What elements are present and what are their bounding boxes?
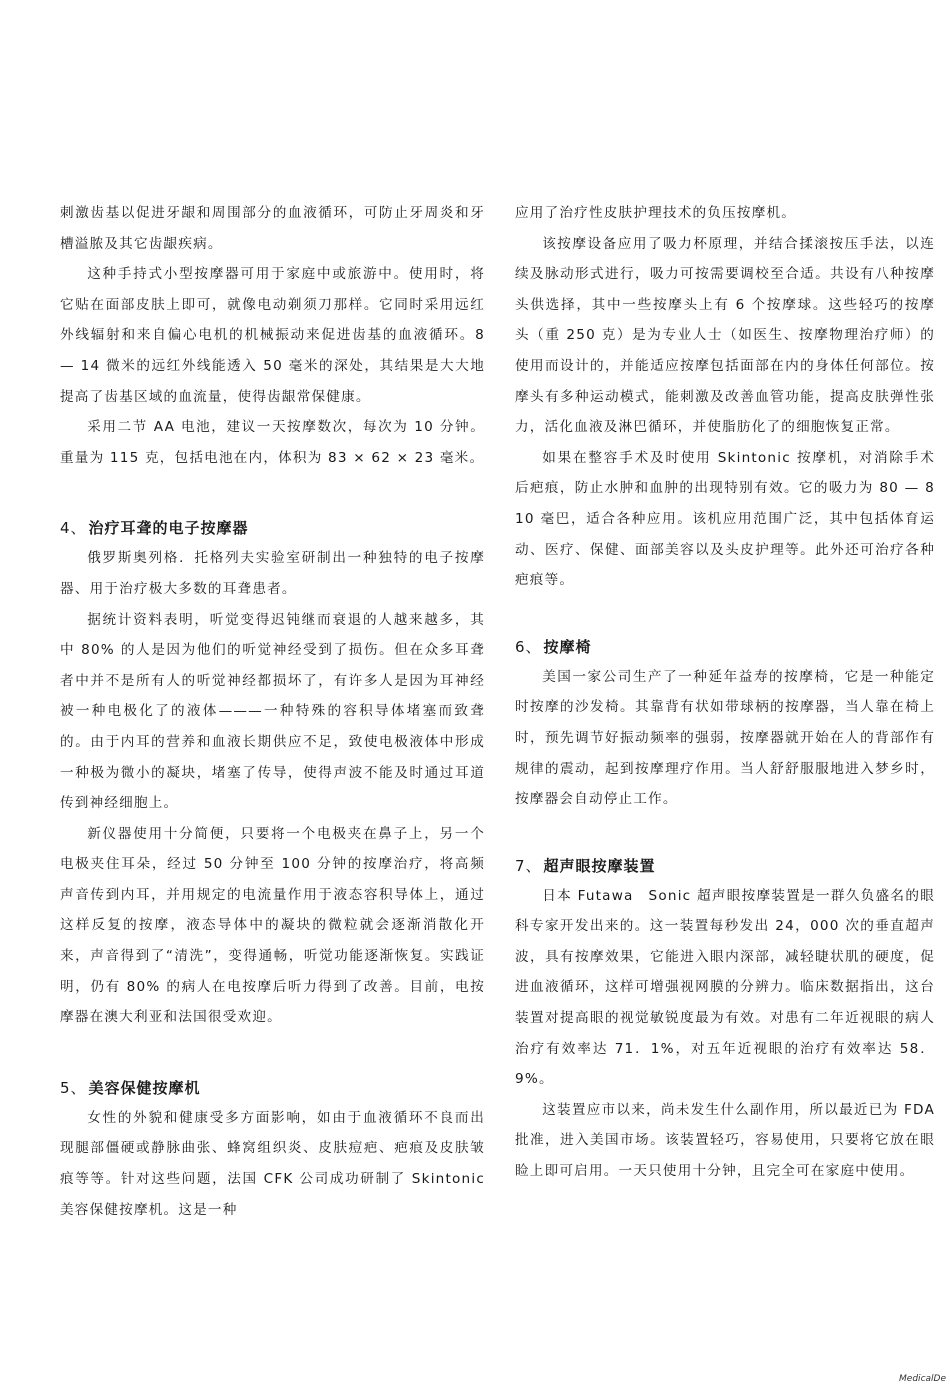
section-title: 按摩椅 xyxy=(543,637,592,656)
section-title: 治疗耳聋的电子按摩器 xyxy=(88,519,249,538)
spacer xyxy=(60,1033,485,1073)
paragraph: 俄罗斯奥列格．托格列夫实验室研制出一种独特的电子按摩器、用于治疗极大多数的耳聋患者。 xyxy=(60,550,485,597)
left-column xyxy=(60,198,485,1225)
section-heading-5 xyxy=(60,1073,485,1103)
spacer xyxy=(515,596,935,632)
paragraph: 据统计资料表明，听觉变得迟钝继而衰退的人越来越多，其中 80% 的人是因为他们的听觉神经受到了损伤。但在众多耳聋者中并不是所有人的听觉神经都损坏了，有许多人是因为耳神经被一种电极化了的液体———一种特殊的容积导体堵塞而致聋的。由于内耳的营养和血液长期供应不足，致使电极液体中形成一种极为微小的凝块，堵塞了传导，使得声波不能及时通过耳道传到神经细胞上。 xyxy=(60,611,485,812)
section-number: 6、 xyxy=(515,637,542,656)
spacer xyxy=(515,815,935,851)
section-title: 超声眼按摩装置 xyxy=(543,856,656,875)
section-heading-6 xyxy=(515,632,935,662)
paragraph: 新仪器使用十分简便，只要将一个电极夹在鼻子上，另一个电极夹住耳朵，经过 50 分钟至 100 分钟的按摩治疗，将高频声音传到内耳，并用规定的电流量作用于液态容积导体上，通过这样反复的按摩，液态导体中的凝块的微粒就会逐渐消散化开来，声音得到了“清洗”，变得通畅，听觉功能逐渐恢复。实践证明，仍有 80% 的病人在电按摩后听力得到了改善。目前，电按摩器在澳大利亚和法国很受欢迎。 xyxy=(60,825,485,1026)
section-number: 5、 xyxy=(60,1078,87,1097)
section-title: 美容保健按摩机 xyxy=(88,1078,201,1097)
section-number: 4、 xyxy=(60,519,87,538)
paragraph: 如果在整容手术及时使用 Skintonic 按摩机，对消除手术后疤痕，防止水肿和血肿的出现特别有效。它的吸力为 80 — 810 毫巴，适合各种应用。该机应用范围广泛，其中包括体育运动、医疗、保健、面部美容以及头皮护理等。此外还可治疗各种疤痕等。 xyxy=(515,449,935,589)
paragraph: 应用了治疗性皮肤护理技术的负压按摩机。 xyxy=(515,205,797,221)
section-heading-7 xyxy=(515,851,935,881)
paragraph: 刺激齿基以促进牙龈和周围部分的血液循环，可防止牙周炎和牙槽溢脓及其它齿龈疾病。 xyxy=(60,205,485,252)
paragraph: 采用二节 AA 电池，建议一天按摩数次，每次为 10 分钟。重量为 115 克，包括电池在内，体积为 83 × 62 × 23 毫米。 xyxy=(60,419,485,466)
spacer xyxy=(60,473,485,513)
section-number: 7、 xyxy=(515,856,542,875)
paragraph: 女性的外貌和健康受多方面影响，如由于血液循环不良而出现腿部僵硬或静脉曲张、蜂窝组织炎、皮肤痘疤、疤痕及皮肤皱痕等等。针对这些问题，法国 CFK 公司成功研制了 Skintonic 美容保健按摩机。这是一种 xyxy=(60,1109,485,1218)
paragraph: 这种手持式小型按摩器可用于家庭中或旅游中。使用时，将它贴在面部皮肤上即可，就像电动剃须刀那样。它同时采用远红外线辐射和来自偏心电机的机械振动来促进齿基的血液循环。8 — 14 微米的远红外线能透入 50 毫米的深处，其结果是大大地提高了齿基区域的血流量，使得齿龈常保健康。 xyxy=(60,266,485,405)
paragraph: 该按摩设备应用了吸力杯原理，并结合揉滚按压手法，以连续及脉动形式进行，吸力可按需要调校至合适。共设有八种按摩头供选择，其中一些按摩头上有 6 个按摩球。这些轻巧的按摩头（重 250 克）是为专业人士（如医生、按摩物理治疗师）的使用而设计的，并能适应按摩包括面部在内的身体任何部位。按摩头有多种运动模式，能刺激及改善血管功能，提高皮肤弹性张力，活化血液及淋巴循环，并使脂肪化了的细胞恢复正常。 xyxy=(515,235,935,436)
paragraph: 美国一家公司生产了一种延年益寿的按摩椅，它是一种能定时按摩的沙发椅。其靠背有状如带球柄的按摩器，当人靠在椅上时，预先调节好振动频率的强弱，按摩器就开始在人的背部作有规律的震动，起到按摩理疗作用。当人舒舒服服地进入梦乡时，按摩器会自动停止工作。 xyxy=(515,668,935,808)
paragraph: 这装置应市以来，尚未发生什么副作用，所以最近已为 FDA 批准，进入美国市场。该装置轻巧，容易使用，只要将它放在眼睑上即可启用。一天只使用十分钟，且完全可在家庭中使用。 xyxy=(515,1101,935,1180)
watermark: MedicalDe xyxy=(899,1374,946,1384)
section-heading-4 xyxy=(60,513,485,543)
paragraph: 日本 Futawa Sonic 超声眼按摩装置是一群久负盛名的眼科专家开发出来的。这一装置每秒发出 24，000 次的垂直超声波，具有按摩效果，它能进入眼内深部，减轻睫状肌的硬度，促进血液循环，这样可增强视网膜的分辨力。临床数据指出，这台装置对提高眼的视觉敏锐度最为有效。对患有二年近视眼的病人治疗有效率达 71．1%，对五年近视眼的治疗有效率达 58．9%。 xyxy=(515,887,935,1088)
right-column xyxy=(515,198,935,1187)
